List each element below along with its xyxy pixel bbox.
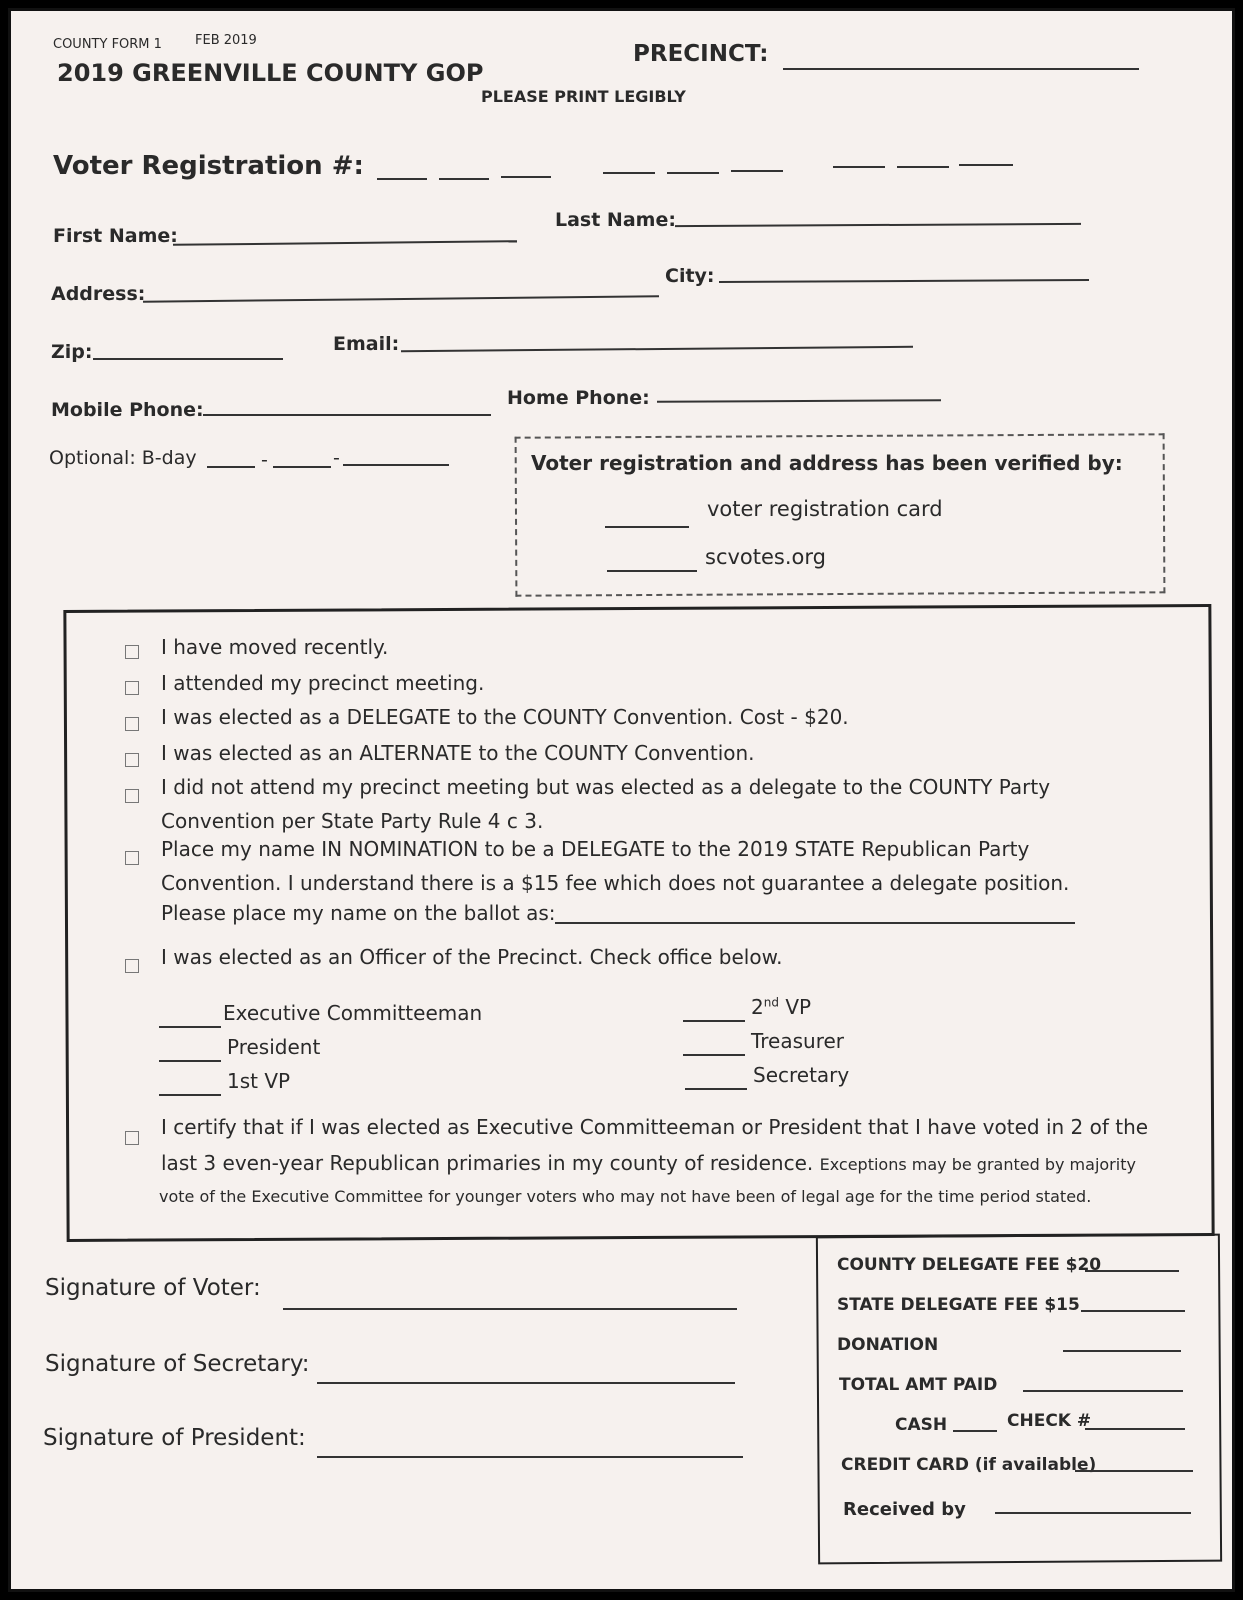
fee-cash-input[interactable] — [953, 1429, 997, 1432]
item-certify-line2-small: Exceptions may be granted by majority — [819, 1155, 1136, 1174]
first-name-input[interactable] — [173, 239, 517, 246]
precinct-input[interactable] — [783, 67, 1139, 70]
verify-card-label: voter registration card — [707, 497, 943, 521]
office-treasurer-input[interactable] — [683, 1053, 745, 1056]
voter-reg-digit-2[interactable] — [439, 177, 489, 180]
bday-day-input[interactable] — [273, 465, 331, 468]
voter-reg-digit-9[interactable] — [959, 163, 1013, 166]
fee-county-delegate-input[interactable] — [1085, 1269, 1179, 1272]
item-alternate: I was elected as an ALTERNATE to the COUNTY Convention. — [161, 741, 755, 765]
item-not-attended-line2: Convention per State Party Rule 4 c 3. — [161, 809, 544, 833]
bday-month-input[interactable] — [207, 465, 255, 468]
signature-voter-label: Signature of Voter: — [45, 1275, 261, 1301]
item-moved: I have moved recently. — [161, 635, 389, 659]
fee-received-by-label: Received by — [843, 1499, 966, 1520]
bday-label: Optional: B-day — [49, 447, 197, 469]
office-secretary-label: Secretary — [753, 1063, 850, 1087]
city-input[interactable] — [719, 278, 1089, 283]
signature-secretary-label: Signature of Secretary: — [45, 1351, 310, 1377]
verify-card-check[interactable] — [605, 525, 689, 528]
item-certify-line1: I certify that if I was elected as Executive Committeeman or President that I have voted in 2 of the — [161, 1115, 1149, 1139]
fee-credit-card-input[interactable] — [1075, 1469, 1193, 1472]
form-date: FEB 2019 — [195, 33, 257, 48]
fee-donation-input[interactable] — [1063, 1349, 1181, 1352]
office-1st-vp-input[interactable] — [159, 1093, 221, 1096]
item-nomination-line1: Place my name IN NOMINATION to be a DELEGATE to the 2019 STATE Republican Party — [161, 837, 1030, 861]
zip-label: Zip: — [51, 341, 93, 363]
signature-secretary-input[interactable] — [317, 1381, 735, 1384]
voter-reg-digit-5[interactable] — [667, 171, 719, 174]
checkbox-not-attended[interactable] — [125, 789, 139, 803]
checkbox-moved[interactable] — [125, 645, 139, 659]
voter-reg-digit-1[interactable] — [377, 177, 427, 180]
fee-donation-label: DONATION — [837, 1335, 939, 1355]
fee-credit-card-label: CREDIT CARD (if available) — [841, 1455, 1097, 1475]
fee-county-delegate-label: COUNTY DELEGATE FEE $20 — [837, 1255, 1102, 1275]
office-treasurer-label: Treasurer — [751, 1029, 845, 1053]
checkbox-delegate[interactable] — [125, 717, 139, 731]
checkbox-alternate[interactable] — [125, 753, 139, 767]
form-title: 2019 GREENVILLE COUNTY GOP — [57, 59, 484, 87]
mobile-phone-input[interactable] — [203, 413, 491, 416]
signature-president-label: Signature of President: — [43, 1425, 306, 1451]
item-nomination-line2: Convention. I understand there is a $15 fee which does not guarantee a delegate position. — [161, 871, 1070, 895]
checkbox-certify[interactable] — [125, 1131, 139, 1145]
office-2nd-vp-rest: VP — [778, 995, 812, 1019]
last-name-input[interactable] — [675, 222, 1081, 227]
bday-year-input[interactable] — [343, 463, 449, 466]
city-label: City: — [665, 265, 715, 287]
mobile-phone-label: Mobile Phone: — [51, 399, 204, 421]
item-certify-line3: vote of the Executive Committee for younger voters who may not have been of legal age for the time period stated. — [159, 1187, 1092, 1206]
fee-total-label: TOTAL AMT PAID — [839, 1375, 998, 1395]
signature-president-input[interactable] — [317, 1455, 743, 1458]
fee-check-input[interactable] — [1085, 1427, 1185, 1430]
voter-reg-digit-3[interactable] — [501, 175, 551, 178]
form-page — [8, 8, 1235, 1592]
item-officer: I was elected as an Officer of the Precinct. Check office below. — [161, 945, 783, 969]
fee-state-delegate-input[interactable] — [1081, 1309, 1185, 1312]
office-exec-committeeman-label: Executive Committeeman — [223, 1001, 483, 1025]
fee-check-label: CHECK # — [1007, 1411, 1092, 1431]
voter-reg-digit-4[interactable] — [603, 171, 655, 174]
voter-reg-digit-6[interactable] — [731, 169, 783, 172]
email-label: Email: — [333, 333, 400, 355]
last-name-label: Last Name: — [555, 209, 676, 231]
office-2nd-vp-num: 2 — [751, 995, 764, 1019]
item-certify-line2-main: last 3 even-year Republican primaries in my county of residence. — [161, 1151, 814, 1175]
verify-scvotes-check[interactable] — [607, 569, 697, 572]
office-2nd-vp-input[interactable] — [683, 1019, 745, 1022]
form-id: COUNTY FORM 1 — [53, 37, 162, 52]
bday-separator-2: - — [333, 447, 340, 469]
home-phone-input[interactable] — [657, 398, 941, 402]
checkbox-attended[interactable] — [125, 681, 139, 695]
precinct-label: PRECINCT: — [633, 41, 769, 67]
item-nomination-line3: Please place my name on the ballot as: — [161, 901, 556, 925]
first-name-label: First Name: — [53, 225, 178, 247]
item-certify-line2 — [161, 1151, 1136, 1175]
office-president-input[interactable] — [159, 1059, 221, 1062]
verify-scvotes-label: scvotes.org — [705, 545, 826, 569]
print-instruction: PLEASE PRINT LEGIBLY — [481, 87, 686, 106]
voter-reg-label: Voter Registration #: — [53, 151, 364, 181]
address-input[interactable] — [143, 294, 659, 302]
office-1st-vp-label: 1st VP — [227, 1069, 291, 1093]
address-label: Address: — [51, 283, 146, 305]
office-president-label: President — [227, 1035, 321, 1059]
bday-separator-1: - — [261, 449, 268, 471]
fee-received-by-input[interactable] — [995, 1511, 1191, 1514]
verification-heading: Voter registration and address has been verified by: — [531, 451, 1123, 475]
checkbox-officer[interactable] — [125, 959, 139, 973]
checkbox-nomination[interactable] — [125, 851, 139, 865]
office-exec-committeeman-input[interactable] — [159, 1025, 221, 1028]
zip-input[interactable] — [93, 357, 283, 360]
home-phone-label: Home Phone: — [507, 387, 650, 409]
fee-total-input[interactable] — [1023, 1389, 1183, 1392]
item-delegate: I was elected as a DELEGATE to the COUNTY Convention. Cost - $20. — [161, 705, 849, 729]
ballot-name-input[interactable] — [555, 921, 1075, 924]
voter-reg-digit-8[interactable] — [897, 165, 949, 168]
signature-voter-input[interactable] — [283, 1307, 737, 1310]
office-2nd-vp-label — [751, 995, 811, 1019]
item-attended: I attended my precinct meeting. — [161, 671, 485, 695]
item-not-attended-line1: I did not attend my precinct meeting but was elected as a delegate to the COUNTY Party — [161, 775, 1051, 799]
office-secretary-input[interactable] — [685, 1087, 747, 1090]
fee-cash-label: CASH — [895, 1415, 948, 1435]
email-input[interactable] — [401, 345, 913, 352]
fee-state-delegate-label: STATE DELEGATE FEE $15 — [837, 1295, 1080, 1315]
voter-reg-digit-7[interactable] — [833, 165, 885, 168]
office-2nd-vp-sup: nd — [763, 995, 779, 1010]
